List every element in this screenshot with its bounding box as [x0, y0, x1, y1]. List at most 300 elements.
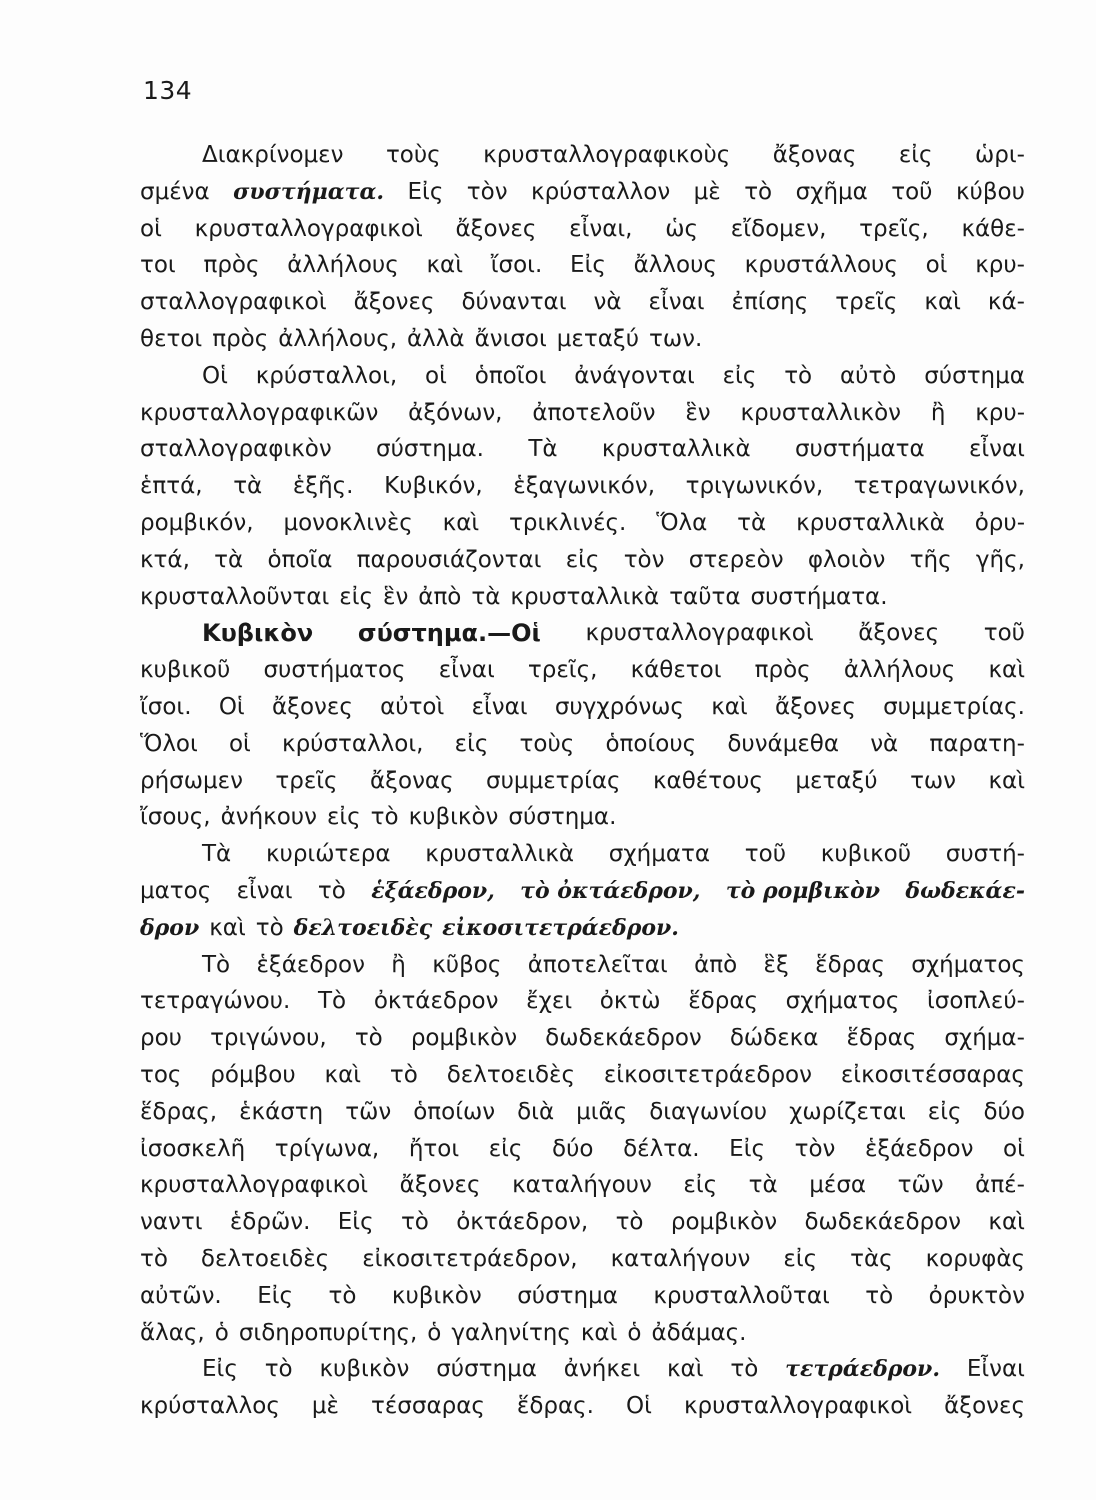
word: ἤτοι — [408, 1135, 460, 1162]
word: θετοι — [140, 325, 203, 352]
word: τὸν — [466, 178, 508, 205]
word: ἀδάμας. — [651, 1319, 747, 1346]
word: οἱ — [228, 730, 251, 757]
word: δύο — [552, 1135, 594, 1162]
word: συστή- — [945, 841, 1025, 868]
word: ὁποίους — [605, 730, 697, 757]
word: τὸ — [389, 1061, 418, 1088]
word: ἔχει — [526, 988, 573, 1015]
word: σχήμα- — [944, 1025, 1025, 1052]
word: εἰς — [722, 362, 757, 389]
text-line — [140, 284, 1025, 321]
word: κρυσταλλογραφικοὶ — [140, 1172, 369, 1199]
word: ἄνισοι — [474, 325, 547, 352]
word: ὀκτάεδρον, — [456, 1209, 589, 1236]
word: τὸ — [255, 914, 284, 941]
word: ἄξονας — [772, 142, 857, 168]
word: ἄξονες — [944, 1393, 1025, 1420]
word: τὸ — [784, 362, 813, 389]
word: φλοιὸν — [807, 546, 886, 573]
text-line — [140, 1315, 1025, 1352]
word: τῶν — [897, 1172, 944, 1199]
word: κρυσταλλογραφικοὶ — [683, 1393, 913, 1420]
word: ἀπὸ — [418, 583, 462, 610]
text-line — [140, 174, 1025, 211]
word: ἀξόνων, — [408, 399, 503, 426]
word: εἰς — [454, 730, 489, 757]
word: σύστημα — [517, 1282, 618, 1309]
word: τὸ — [400, 1209, 429, 1236]
word: σιδηροπυρίτης, — [238, 1319, 418, 1346]
body-text — [140, 137, 1025, 1425]
word: αὐτῶν. — [140, 1282, 222, 1309]
word: τρεῖς — [275, 767, 338, 794]
word: ἑξάεδρον — [256, 951, 365, 978]
word: τοῦ — [744, 841, 787, 868]
word: κρυσταλλογραφικῶν — [140, 399, 379, 426]
text-line — [140, 431, 1025, 468]
word: παρατη- — [929, 730, 1025, 757]
word: κρυσταλλοῦται — [653, 1282, 830, 1309]
word: Εἰς — [570, 252, 606, 279]
word: ἄξονες — [774, 693, 856, 720]
word: τὸ — [264, 1356, 293, 1383]
word: σχήματος — [911, 951, 1025, 978]
word: ὡς — [665, 215, 699, 242]
word: ἑκάστη — [239, 1098, 324, 1125]
text-line — [140, 1278, 1025, 1315]
word: αὐτὸ — [839, 362, 897, 389]
word: Ὅλοι — [140, 730, 198, 757]
text-line — [140, 1057, 1025, 1094]
word: τέσσαρας — [371, 1393, 485, 1420]
word: ἀλλήλους — [843, 657, 956, 684]
word: ἓξ — [763, 951, 789, 978]
word: κρυ- — [975, 252, 1025, 279]
word: τὸν — [623, 546, 665, 573]
word: κυβικοῦ — [820, 841, 912, 868]
word: παρουσιάζονται — [356, 546, 542, 573]
word: σύστημα. — [508, 804, 617, 831]
text-line — [140, 836, 1025, 873]
word: δύνανται — [461, 289, 567, 316]
word: δρον — [140, 914, 200, 941]
word: ὁποίων — [413, 1098, 496, 1125]
word: καὶ — [324, 1061, 362, 1088]
text-line — [140, 1167, 1025, 1204]
word: εἴδομεν, — [730, 215, 827, 242]
word: μιᾶς — [576, 1098, 628, 1125]
page-number: 134 — [143, 76, 193, 105]
word: τὸ — [328, 1282, 357, 1309]
word: νὰ — [593, 289, 622, 316]
text-line — [140, 1351, 1025, 1388]
word: τριγώνου, — [210, 1025, 327, 1052]
word: ἄξονες — [858, 620, 940, 647]
text-line — [140, 468, 1025, 505]
word: ὁποῖοι — [474, 362, 547, 389]
word: ἢ — [391, 951, 406, 978]
word: κυβικὸν — [391, 1282, 482, 1309]
word: ματος — [140, 877, 212, 904]
word: ἀνήκουν — [220, 804, 317, 831]
word: μὲ — [693, 178, 721, 205]
word: τὰ — [233, 473, 263, 500]
word: ἴσοι. — [140, 693, 192, 720]
word: ἓν — [383, 583, 409, 610]
word: ἄξονες — [455, 215, 537, 242]
text-line — [140, 689, 1025, 726]
word: καταλήγουν — [512, 1172, 652, 1199]
text-line — [140, 1204, 1025, 1241]
word: κρυσταλλικὰ — [425, 841, 575, 868]
word: γαληνίτης — [451, 1319, 571, 1346]
word: διαγωνίου — [649, 1098, 768, 1125]
word: δυνάμεθα — [727, 730, 839, 757]
word: ἢ — [930, 399, 946, 426]
word: κάθε- — [961, 215, 1025, 242]
word: τοῦ — [983, 620, 1025, 647]
word: κυριώτερα — [265, 841, 391, 868]
word: τὸ — [865, 1282, 894, 1309]
word: δωδεκάεδρον — [804, 1209, 962, 1236]
word: τοὺς — [385, 142, 441, 168]
word: τῶν — [345, 1098, 392, 1125]
word: στερεὸν — [688, 546, 784, 573]
word: ρόμβου — [210, 1061, 296, 1088]
word: σχήματα — [608, 841, 711, 868]
word: διὰ — [517, 1098, 555, 1125]
word: πρὸς — [212, 325, 269, 352]
word: τοῦ — [891, 178, 933, 205]
word: τὰ — [214, 546, 244, 573]
word: ἓν — [685, 399, 711, 426]
text-line — [140, 1131, 1025, 1168]
word: των — [910, 767, 957, 794]
word: δελτοειδὲς — [293, 914, 433, 941]
word: ἄξονες — [271, 693, 353, 720]
word: ἑξάεδρον, — [371, 877, 495, 904]
word: ἰσοσκελῆ — [140, 1135, 246, 1162]
word: ρομβικόν, — [140, 509, 254, 536]
word: κτά, — [140, 546, 190, 573]
word: Εἰς — [202, 1356, 238, 1383]
word: μεταξύ — [795, 767, 878, 794]
word: ἕδρας. — [516, 1393, 594, 1420]
word: μὲ — [311, 1393, 339, 1420]
word: ἴσους, — [140, 804, 211, 831]
word: Οἱ — [218, 693, 245, 720]
word: οἱ — [140, 215, 162, 242]
word: τὸ — [370, 804, 399, 831]
word: τὰ — [737, 509, 767, 536]
word: τὸ ὀκτάεδρον, — [520, 877, 701, 904]
word: καὶ — [580, 1319, 618, 1346]
word: δώδεκα — [729, 1025, 819, 1052]
word: κρυσταλλογραφικοὶ — [194, 215, 423, 242]
word: τὰ — [748, 1172, 778, 1199]
word: κρυσταλλικὰ — [796, 509, 945, 536]
word: τοι — [140, 252, 176, 279]
word: Εἶναι — [966, 1356, 1025, 1383]
word: καὶ — [924, 289, 961, 316]
word: ὡρι- — [975, 142, 1025, 168]
word: τὸ — [317, 877, 346, 904]
word: εἶναι — [471, 693, 528, 720]
word: κυβικοῦ — [140, 657, 231, 684]
word: καὶ — [426, 252, 463, 279]
word: γῆς, — [975, 546, 1025, 573]
word: δύο — [983, 1098, 1025, 1125]
text-line — [140, 873, 1025, 910]
word: τὸ — [744, 178, 773, 205]
word: εἰκοσιτετράεδρον — [603, 1061, 812, 1088]
word: καὶ — [988, 657, 1025, 684]
word: καὶ — [666, 1356, 704, 1383]
word: τρικλινές. — [509, 509, 627, 536]
word: καὶ — [209, 914, 246, 941]
text-line — [140, 542, 1025, 579]
word: εἶναι, — [569, 215, 633, 242]
word: κῦβος — [432, 951, 502, 978]
word: εἰς — [683, 1172, 718, 1199]
word: τῆς — [909, 546, 952, 573]
word: οἱ — [1003, 1135, 1025, 1162]
word: τὸ — [140, 1245, 168, 1272]
word: κρύσταλλοι, — [255, 362, 398, 389]
word: κυβικὸν — [408, 804, 499, 831]
word: δωδεκάε- — [905, 877, 1025, 904]
word: κύβου — [955, 178, 1025, 205]
word: ὁ — [627, 1319, 642, 1346]
text-line — [140, 726, 1025, 763]
word: ὀκτὼ — [599, 988, 661, 1015]
word: κάθετοι — [630, 657, 722, 684]
word: εἰς — [783, 1245, 818, 1272]
word: συγχρόνως — [554, 693, 684, 720]
word: μεταξύ — [556, 325, 640, 352]
word: τος — [140, 1061, 182, 1088]
word: τετραγωνικόν, — [853, 473, 1025, 500]
word: τρεῖς, — [527, 657, 598, 684]
word: ἅλας, — [140, 1319, 205, 1346]
word: νὰ — [870, 730, 899, 757]
word: ἑξάεδρον — [864, 1135, 974, 1162]
word: εἶναι — [648, 289, 705, 316]
word: ἐπίσης — [731, 289, 809, 316]
word: εἰκοσιτετράεδρον. — [442, 914, 679, 941]
word: σταλλογραφικοὶ — [140, 289, 327, 316]
word: ὁ — [214, 1319, 229, 1346]
word: χωρίζεται — [789, 1098, 906, 1125]
word: ὀκτάεδρον — [373, 988, 499, 1015]
word: σμένα — [140, 178, 210, 205]
text-line — [140, 137, 1025, 174]
word: τριγωνικόν, — [685, 473, 824, 500]
word: εἰς — [326, 804, 361, 831]
word: Εἰς — [729, 1135, 765, 1162]
word: ἀπέ- — [975, 1172, 1025, 1199]
word: εἰς — [927, 1098, 962, 1125]
word: ἀπὸ — [694, 951, 738, 978]
word: συμμετρίας — [486, 767, 621, 794]
word: Κυβικὸν — [202, 619, 314, 648]
word: οἱ — [425, 362, 447, 389]
word: ὀρυκτὸν — [928, 1282, 1025, 1309]
word: κρύσταλλον — [531, 178, 671, 205]
text-line — [140, 1094, 1025, 1131]
word: τὸ — [354, 1025, 383, 1052]
word: σύστημα.—Οἱ — [357, 619, 541, 648]
text-line — [140, 247, 1025, 284]
text-line — [140, 763, 1025, 800]
word: τρίγωνα, — [274, 1135, 380, 1162]
word: εἶναι — [968, 436, 1025, 463]
word: τὰς — [850, 1245, 893, 1272]
word: συμμετρίας. — [883, 693, 1025, 720]
word: Κυβικόν, — [384, 473, 483, 500]
word: σταλλογραφικὸν — [140, 436, 332, 463]
word: Εἰς — [257, 1282, 294, 1309]
word: εἰκοσιτέσσαρας — [840, 1061, 1025, 1088]
word: κρυσταλλογραφικοὶ — [585, 620, 814, 647]
word: συστήματα — [794, 436, 925, 463]
word: σχῆμα — [795, 178, 868, 205]
text-line — [140, 395, 1025, 432]
word: καὶ — [988, 767, 1025, 794]
word: ταῦτα — [669, 583, 741, 610]
word: των. — [649, 325, 703, 352]
word: ἴσοι. — [490, 252, 543, 279]
word: κρυσταλλικὰ — [601, 436, 751, 463]
word: μονοκλινὲς — [283, 509, 413, 536]
text-line — [140, 947, 1025, 984]
word: ἀνάγονται — [574, 362, 695, 389]
word: ἑξῆς. — [292, 473, 354, 500]
word: κορυφὰς — [925, 1245, 1025, 1272]
word: τρεῖς — [835, 289, 898, 316]
word: κρυσταλλογραφικοὺς — [483, 142, 731, 168]
word: σύστημα — [436, 1356, 537, 1383]
word: ἕδρας, — [140, 1098, 218, 1125]
text-line — [140, 211, 1025, 248]
text-line — [140, 983, 1025, 1020]
word: τὸ ρομβικὸν — [725, 877, 881, 904]
word: τὸν — [794, 1135, 836, 1162]
word: ναντι — [140, 1209, 203, 1236]
word: κρυσταλλικὸν — [740, 399, 901, 426]
word: ἄξονες — [353, 289, 435, 316]
word: τὰ — [471, 583, 501, 610]
word: ὁποῖα — [267, 546, 333, 573]
word: εἰκοσιτετράεδρον, — [362, 1245, 578, 1272]
word: τὸ — [615, 1209, 644, 1236]
word: Οἱ — [202, 362, 228, 389]
word: κά- — [987, 289, 1025, 316]
word: ἀλλήλους, — [278, 325, 398, 352]
word: ἑδρῶν. — [229, 1209, 311, 1236]
word: τοὺς — [519, 730, 575, 757]
word: καταλήγουν — [610, 1245, 751, 1272]
word: εἰς — [565, 546, 600, 573]
word: ἑξαγωνικόν, — [513, 473, 656, 500]
word: ὁ — [427, 1319, 442, 1346]
word: σύστημα — [924, 362, 1025, 389]
word: Οἱ — [626, 1393, 652, 1420]
word: αὐτοὶ — [380, 693, 445, 720]
word: ἕδρας — [846, 1025, 917, 1052]
word: Τὰ — [202, 841, 232, 868]
text-line — [140, 358, 1025, 395]
word: ἕδρας — [688, 988, 758, 1015]
word: ὀρυ- — [974, 509, 1025, 536]
word: Τὸ — [318, 988, 347, 1015]
word: πρὸς — [754, 657, 811, 684]
word: ἀλλὰ — [407, 325, 465, 352]
word: τρεῖς, — [859, 215, 929, 242]
word: κρυσταλλικὰ — [510, 583, 660, 610]
word: ἀποτελοῦν — [532, 399, 656, 426]
word: Τὸ — [202, 951, 231, 978]
word: καὶ — [442, 509, 480, 536]
word: εἰς — [898, 142, 933, 168]
word: ρήσωμεν — [140, 767, 243, 794]
word: τὸ — [730, 1356, 759, 1383]
word: καὶ — [988, 1209, 1025, 1236]
word: ἰσοπλεύ- — [927, 988, 1025, 1015]
text-line — [140, 615, 1025, 652]
word: ἀνήκει — [563, 1356, 641, 1383]
word: ἄξονας — [370, 767, 454, 794]
word: τετράεδρον. — [785, 1356, 940, 1383]
word: ἕδρας — [815, 951, 885, 978]
word: ρου — [140, 1025, 182, 1052]
word: σύστημα. — [376, 436, 484, 463]
word: οἱ — [925, 252, 948, 279]
text-line — [140, 1241, 1025, 1278]
word: εἶναι — [438, 657, 495, 684]
word: δελτοειδὲς — [446, 1061, 575, 1088]
word: καὶ — [711, 693, 748, 720]
word: εἶναι — [236, 877, 293, 904]
word: κρυ- — [975, 399, 1025, 426]
text-line — [140, 579, 1025, 616]
word: ἑπτά, — [140, 473, 203, 500]
word: Τὰ — [528, 436, 558, 463]
word: δελτοειδὲς — [200, 1245, 330, 1272]
text-line — [140, 910, 1025, 947]
word: συστήματα. — [233, 178, 385, 205]
word: Ὅλα — [656, 509, 708, 536]
word: Εἰς — [407, 178, 444, 205]
text-line — [140, 321, 1025, 358]
word: ἄξονες — [399, 1172, 481, 1199]
word: κυβικὸν — [319, 1356, 410, 1383]
text-line — [140, 1388, 1025, 1425]
word: καθέτους — [652, 767, 763, 794]
word: ἄλλους — [633, 252, 717, 279]
word: εἰς — [339, 583, 374, 610]
word: κρύσταλλοι, — [282, 730, 424, 757]
word: δωδεκάεδρον — [545, 1025, 702, 1052]
word: ἀλλήλους — [287, 252, 399, 279]
word: εἰς — [488, 1135, 523, 1162]
word: Διακρίνομεν — [202, 142, 344, 168]
word: σχήματος — [785, 988, 900, 1015]
word: κρύσταλλος — [140, 1393, 280, 1420]
text-line — [140, 1020, 1025, 1057]
text-line — [140, 799, 1025, 836]
